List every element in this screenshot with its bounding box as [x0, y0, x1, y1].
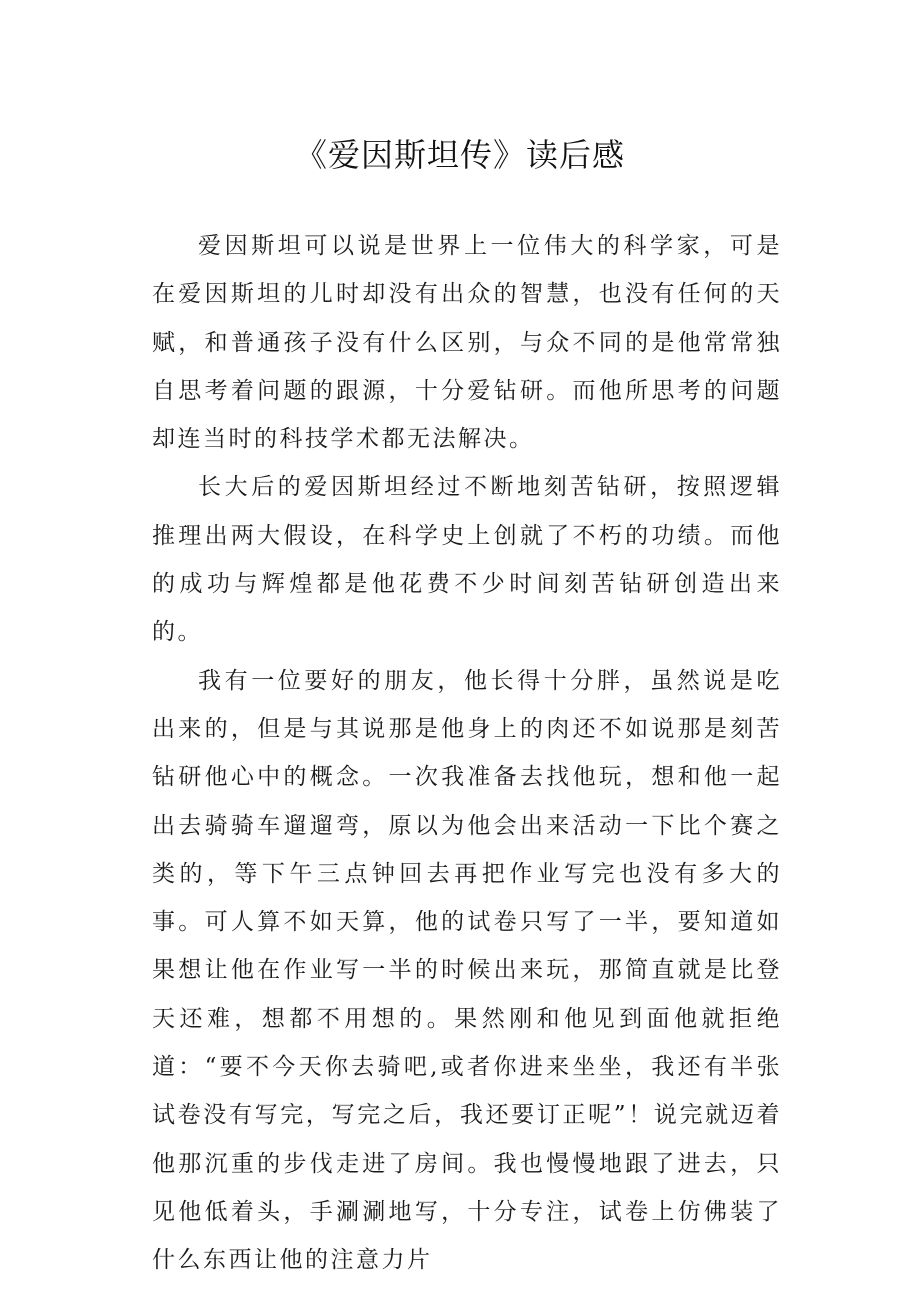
document-body — [152, 222, 782, 1285]
document-title: 《爱因斯坦传》读后感 — [294, 136, 625, 174]
paragraph-1: 爱因斯坦可以说是世界上一位伟大的科学家，可是在爱因斯坦的儿时却没有出众的智慧，也没有任何的天赋，和普通孩子没有什么区别，与众不同的是他常常独自思考着问题的跟源，十分爱钻研。而他所思考的问题却连当时的科技学术都无法解决。 — [152, 233, 782, 453]
paragraph-3: 我有一位要好的朋友，他长得十分胖，虽然说是吃出来的，但是与其说那是他身上的肉还不如说那是刻苦钻研他心中的概念。一次我准备去找他玩，想和他一起出去骑骑车遛遛弯，原以为他会出来活动一下比个赛之类的，等下午三点钟回去再把作业写完也没有多大的事。可人算不如天算，他的试卷只写了一半，要知道如果想让他在作业写一半的时候出来玩，那简直就是比登天还难，想都不用想的。果然刚和他见到面他就拒绝道：“要不今天你去骑吧,或者你进来坐坐，我还有半张试卷没有写完，写完之后，我还要订正呢”！说完就迈着他那沉重的步伐走进了房间。我也慢慢地跟了进去，只见他低着头，手涮涮地写，十分专注，试卷上仿佛装了什么东西让他的注意力片 — [152, 667, 782, 1274]
paragraph-2: 长大后的爱因斯坦经过不断地刻苦钻研，按照逻辑推理出两大假设，在科学史上创就了不朽的功绩。而他的成功与辉煌都是他花费不少时间刻苦钻研创造出来的。 — [152, 474, 782, 646]
